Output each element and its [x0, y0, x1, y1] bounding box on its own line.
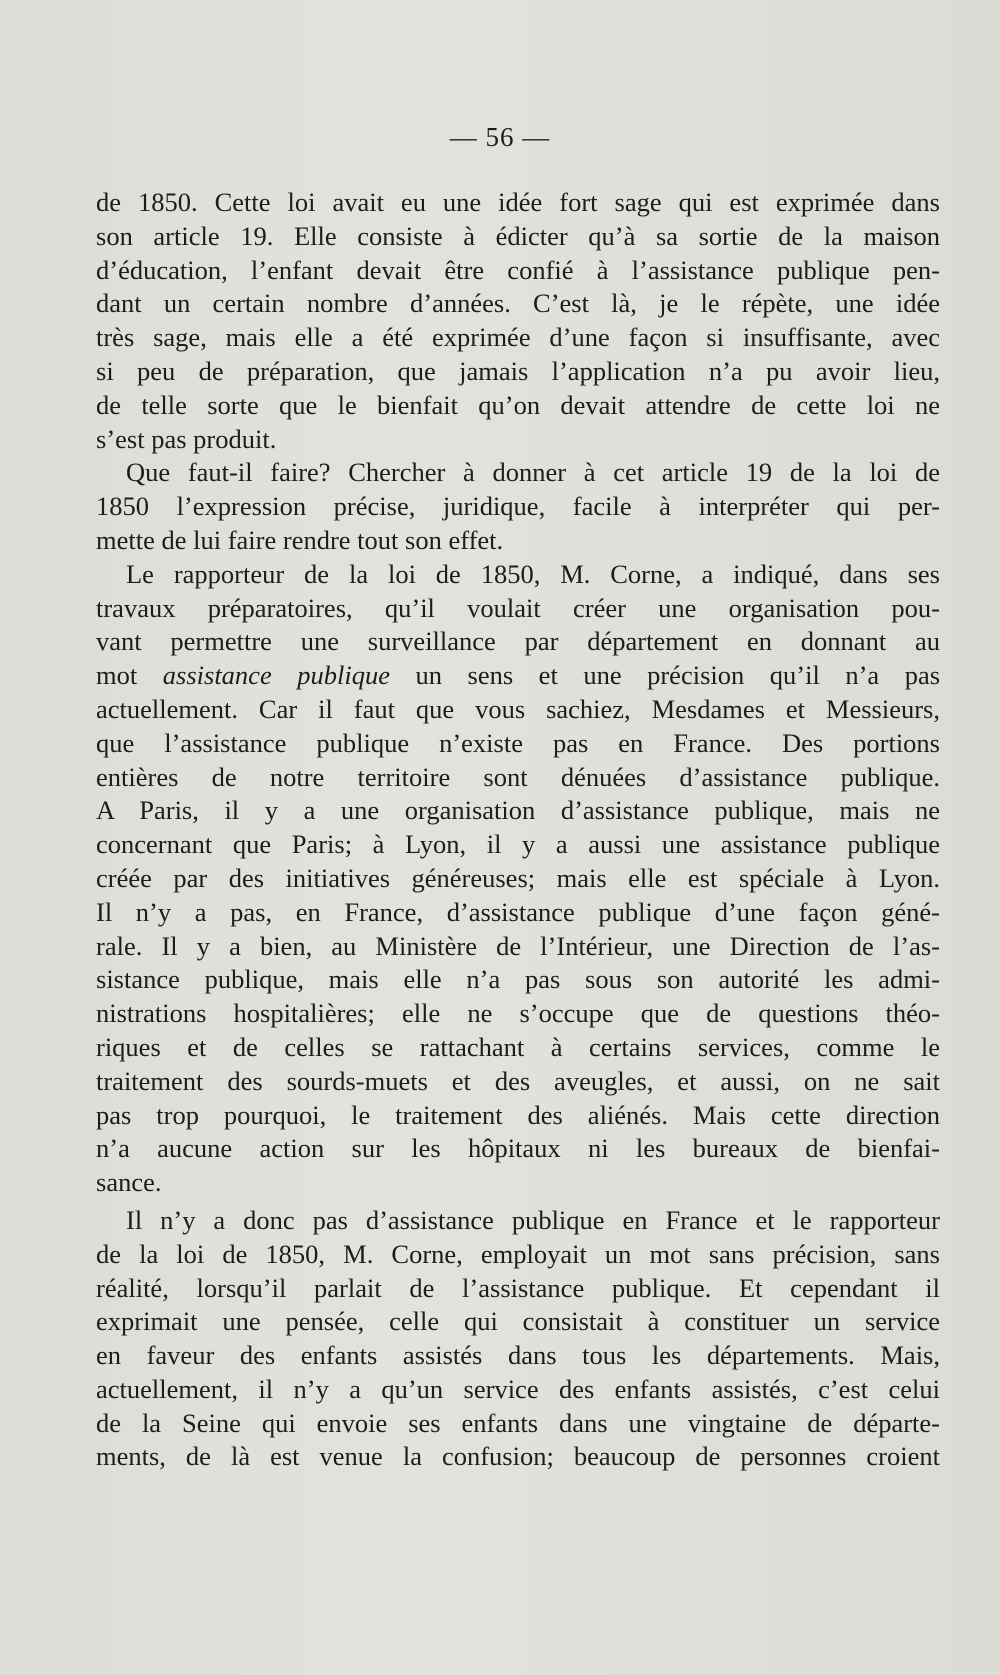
text-line: de la loi de 1850, M. Corne, employait un mot sans précision, sans — [96, 1238, 940, 1269]
text-line: riques et de celles se rattachant à certains services, comme le — [96, 1031, 940, 1062]
page-number: — 56 — — [449, 122, 551, 152]
text-line: entières de notre territoire sont dénuées d’assistance publique. — [96, 761, 940, 792]
text-line: actuellement, il n’y a qu’un service des enfants assistés, c’est celui — [96, 1373, 940, 1404]
text-line: son article 19. Elle consiste à édicter qu’à sa sortie de la maison — [96, 220, 940, 251]
body-text — [96, 186, 940, 1474]
text-line: exprimait une pensée, celle qui consistait à constituer un service — [96, 1306, 940, 1337]
text-line: de la Seine qui envoie ses enfants dans une vingtaine de départe- — [96, 1407, 940, 1438]
text-line: créée par des initiatives généreuses; mais elle est spéciale à Lyon. — [96, 862, 940, 893]
text-line: de telle sorte que le bienfait qu’on devait attendre de cette loi ne — [96, 389, 940, 420]
text-line: rale. Il y a bien, au Ministère de l’Intérieur, une Direction de l’as- — [96, 930, 940, 961]
text-line: sance. — [96, 1167, 162, 1198]
text-line: que l’assistance publique n’existe pas en France. Des portions — [96, 727, 940, 758]
text-line: nistrations hospitalières; elle ne s’occupe que de questions théo- — [96, 998, 940, 1029]
text-line: traitement des sourds-muets et des aveugles, et aussi, on ne sait — [96, 1065, 940, 1096]
text-line: dant un certain nombre d’années. C’est là, je le répète, une idée — [96, 288, 940, 319]
text-line: Il n’y a donc pas d’assistance publique en France et le rapporteur — [126, 1204, 940, 1235]
text-line: si peu de préparation, que jamais l’application n’a pu avoir lieu, — [96, 355, 940, 386]
text-line: concernant que Paris; à Lyon, il y a aussi une assistance publique — [96, 829, 940, 860]
text-line: de 1850. Cette loi avait eu une idée fort sage qui est exprimée dans — [96, 187, 940, 217]
text-line: ments, de là est venue la confusion; beaucoup de personnes croient — [96, 1441, 940, 1472]
text-line-italic-phrase — [96, 659, 940, 693]
text-line: pas trop pourquoi, le traitement des aliénés. Mais cette direction — [96, 1099, 940, 1130]
italic-phrase: assistance publique — [162, 660, 390, 691]
text-fragment: un sens et une précision qu’il n’a pas — [415, 660, 941, 691]
text-line: Que faut-il faire? Chercher à donner à cet article 19 de la loi de — [126, 457, 940, 488]
text-line: très sage, mais elle a été exprimée d’une façon si insuffisante, avec — [96, 322, 940, 353]
text-line: s’est pas produit. — [96, 423, 277, 454]
text-line: Le rapporteur de la loi de 1850, M. Corne, a indiqué, dans ses — [126, 558, 940, 589]
text-line: n’a aucune action sur les hôpitaux ni les bureaux de bienfai- — [96, 1133, 940, 1164]
text-line: 1850 l’expression précise, juridique, facile à interpréter qui per- — [96, 491, 940, 522]
text-line: sistance publique, mais elle n’a pas sous son autorité les admi- — [96, 964, 940, 995]
text-line: travaux préparatoires, qu’il voulait créer une organisation pou- — [96, 592, 940, 623]
text-line: actuellement. Car il faut que vous sachiez, Mesdames et Messieurs, — [96, 693, 940, 724]
text-line: vant permettre une surveillance par département en donnant au — [96, 626, 940, 657]
text-line: réalité, lorsqu’il parlait de l’assistance publique. Et cependant il — [96, 1272, 940, 1303]
text-line: Il n’y a pas, en France, d’assistance publique d’une façon géné- — [96, 896, 940, 927]
text-line: A Paris, il y a une organisation d’assistance publique, mais ne — [96, 795, 940, 826]
text-line: d’éducation, l’enfant devait être confié à l’assistance publique pen- — [96, 254, 940, 285]
text-fragment: mot — [96, 660, 138, 691]
text-line: en faveur des enfants assistés dans tous les départements. Mais, — [96, 1340, 940, 1371]
text-line: mette de lui faire rendre tout son effet. — [96, 524, 504, 555]
